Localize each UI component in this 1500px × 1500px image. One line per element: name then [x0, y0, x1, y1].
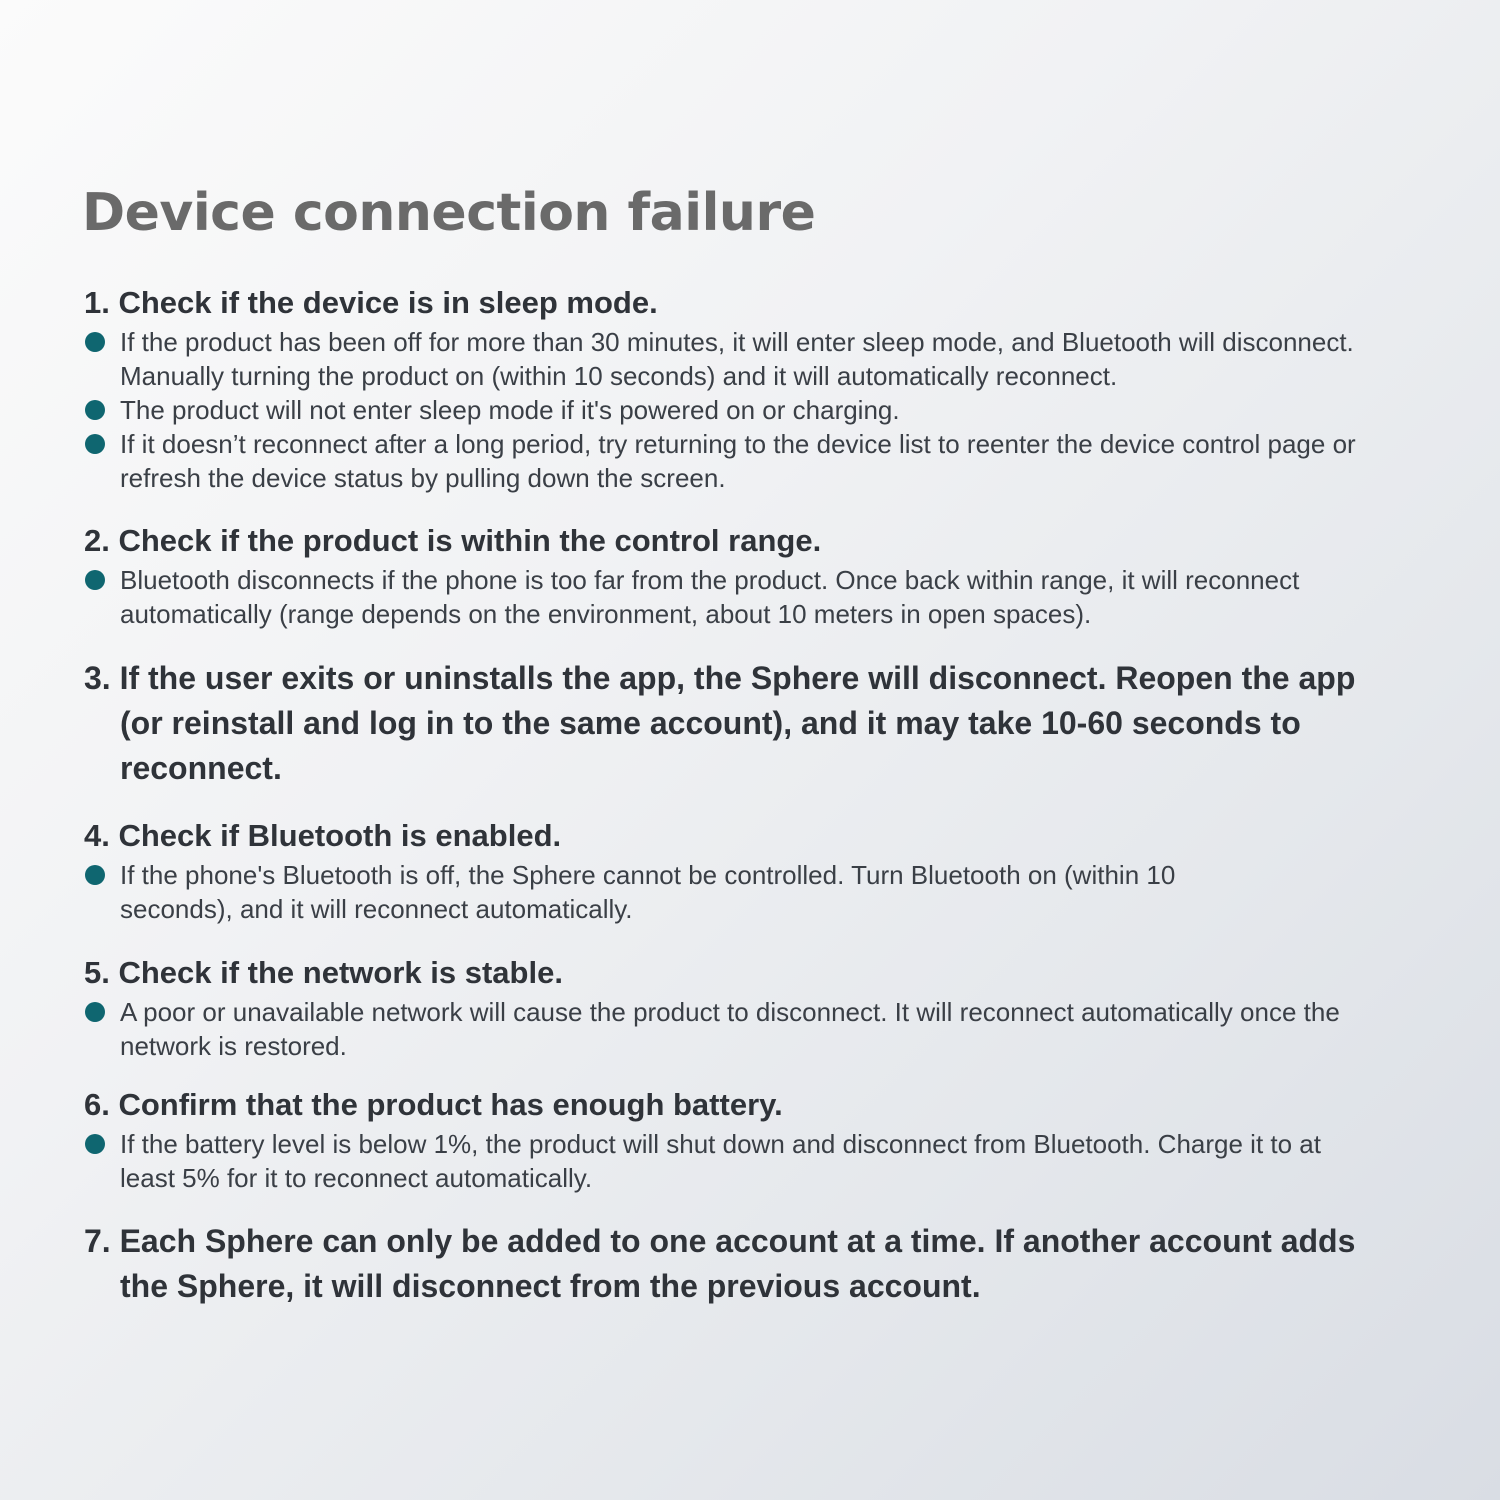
section-sleep-mode [84, 285, 1424, 495]
bullet-text: Bluetooth disconnects if the phone is too far from the product. Once back within range, it will reconnect automatically (range depends on the environment, about 10 meters in open spaces). [120, 565, 1300, 629]
bullet-list [84, 563, 1384, 631]
list-item [84, 563, 1384, 631]
bullet-text: If the product has been off for more than 30 minutes, it will enter sleep mode, and Bluetooth will disconnect. Manually turning the product on (within 10 seconds) and it will automatically reconnect. [120, 327, 1354, 391]
bullet-dot-icon [85, 434, 105, 454]
bullet-text: If it doesn’t reconnect after a long period, try returning to the device list to reenter the device control page or refresh the device status by pulling down the screen. [120, 429, 1356, 493]
list-item [84, 325, 1424, 393]
section-heading: 4. Check if Bluetooth is enabled. [84, 818, 562, 853]
section-network-stable [84, 955, 1424, 1063]
section-control-range [84, 523, 1384, 631]
bullet-dot-icon [85, 1134, 105, 1154]
section-heading: 3. If the user exits or uninstalls the app, the Sphere will disconnect. Reopen the app (or reinstall and log in to the same account), and it may take 10-60 seconds to reconnect. [84, 660, 1356, 786]
list-item [84, 858, 1204, 926]
list-item [84, 995, 1424, 1063]
bullet-dot-icon [85, 400, 105, 420]
bullet-list [84, 858, 1204, 926]
page-title: Device connection failure [82, 183, 816, 243]
bullet-list [84, 995, 1424, 1063]
section-heading: 7. Each Sphere can only be added to one account at a time. If another account adds the Sphere, it will disconnect from the previous account. [84, 1223, 1356, 1304]
section-heading: 2. Check if the product is within the control range. [84, 523, 822, 558]
bullet-text: The product will not enter sleep mode if it's powered on or charging. [120, 395, 900, 425]
bullet-text: If the battery level is below 1%, the product will shut down and disconnect from Bluetooth. Charge it to at least 5% for it to reconnect automatically. [120, 1129, 1321, 1193]
bullet-text: A poor or unavailable network will cause the product to disconnect. It will reconnect automatically once the network is restored. [120, 997, 1340, 1061]
section-heading: 5. Check if the network is stable. [84, 955, 563, 990]
bullet-list [84, 325, 1424, 495]
section-heading: 6. Confirm that the product has enough battery. [84, 1087, 783, 1122]
section-one-account [84, 1219, 1404, 1309]
section-bluetooth-enabled [84, 818, 1204, 926]
section-app-exit [84, 656, 1394, 791]
list-item [84, 1127, 1324, 1195]
bullet-text: If the phone's Bluetooth is off, the Sphere cannot be controlled. Turn Bluetooth on (within 10 seconds), and it will reconnect automatically. [120, 860, 1176, 924]
bullet-dot-icon [85, 332, 105, 352]
bullet-dot-icon [85, 1002, 105, 1022]
section-heading: 1. Check if the device is in sleep mode. [84, 285, 658, 320]
list-item [84, 427, 1424, 495]
section-battery [84, 1087, 1324, 1195]
bullet-list [84, 1127, 1324, 1195]
bullet-dot-icon [85, 865, 105, 885]
bullet-dot-icon [85, 570, 105, 590]
list-item [84, 393, 1424, 427]
